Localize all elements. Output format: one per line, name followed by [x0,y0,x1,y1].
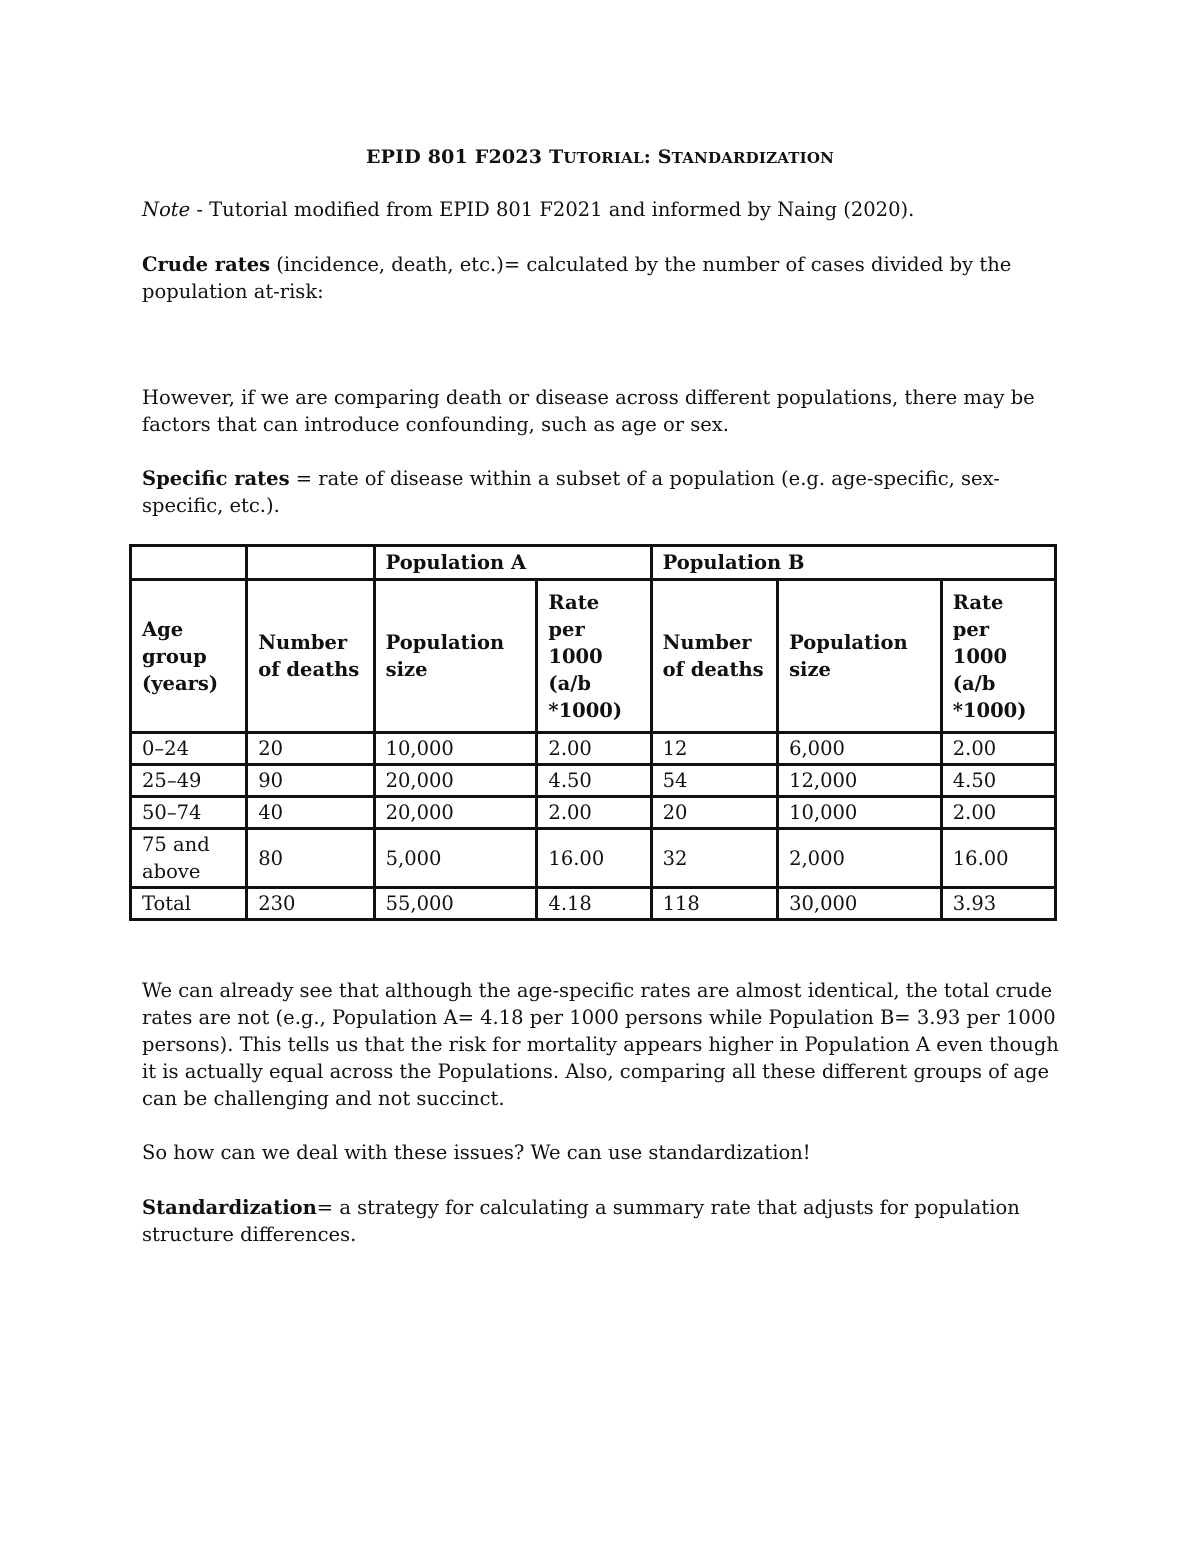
column-header: Rate per 1000 (a/b *1000) [941,580,1055,733]
standardization-text: = a strategy for calculating a summary rate that adjusts for population structure differences. [142,1196,1020,1246]
specific-rates-label: Specific rates [142,467,290,490]
standardization-intro-paragraph: So how can we deal with these issues? We can use standardization! [142,1141,811,1164]
table-cell: 0–24 [131,733,247,765]
table-row [131,733,1056,765]
table-cell: 16.00 [537,829,651,888]
title-part: TANDARDIZATION [671,149,835,167]
table-cell: 4.50 [941,765,1055,797]
title-part: EPID 801 F2023 T [365,146,564,168]
table-cell: 40 [247,797,374,829]
table-cell: 118 [651,888,777,920]
table-cell: 2.00 [537,733,651,765]
table-total-row [131,888,1056,920]
standardization-label: Standardization [142,1196,317,1219]
table-cell: 12,000 [778,765,942,797]
table-cell: 4.50 [537,765,651,797]
crude-rates-label: Crude rates [142,253,271,276]
crude-rates-text: (incidence, death, etc.)= calculated by the number of cases divided by the population at-risk: [142,253,1012,303]
group-header-population-a: Population A [374,546,651,580]
table-cell: 12 [651,733,777,765]
table-cell: 2.00 [941,733,1055,765]
crude-comparison-paragraph: We can already see that although the age-specific rates are almost identical, the total crude rates are not (e.g., Population A= 4.18 per 1000 persons while Population B= 3.93 per 1000 persons). This tells us that the risk for mortality appears higher in Population A even though it is actually equal across the Populations. Also, comparing all these different groups of age can be challenging and not succinct. [142,979,1059,1110]
table-cell: 10,000 [778,797,942,829]
column-header: Number of deaths [247,580,374,733]
table-cell: 20,000 [374,765,537,797]
title-part: UTORIAL [563,149,644,167]
note-paragraph [142,196,1072,223]
note-text: - Tutorial modified from EPID 801 F2021 and informed by Naing (2020). [190,198,915,221]
group-header-cell [247,546,374,580]
table-row [131,765,1056,797]
table-cell: 54 [651,765,777,797]
table-cell: 2.00 [941,797,1055,829]
note-label: Note [142,198,191,221]
table-cell: 80 [247,829,374,888]
table-cell: 3.93 [941,888,1055,920]
column-header: Rate per 1000 (a/b *1000) [537,580,651,733]
title-part: : S [643,146,672,168]
table-cell: 90 [247,765,374,797]
document-title [0,146,1200,168]
table-cell: 2.00 [537,797,651,829]
table-cell: 55,000 [374,888,537,920]
table-cell: 4.18 [537,888,651,920]
confounding-paragraph: However, if we are comparing death or disease across different populations, there may be factors that can introduce confounding, such as age or sex. [142,386,1035,436]
column-header: Population size [374,580,537,733]
table-cell: 20,000 [374,797,537,829]
table-cell: 2,000 [778,829,942,888]
table-cell: 25–49 [131,765,247,797]
table-cell: Total [131,888,247,920]
table-cell: 30,000 [778,888,942,920]
table-column-header-row [131,580,1056,733]
table-cell: 20 [651,797,777,829]
table-group-header-row [131,546,1056,580]
table-cell: 230 [247,888,374,920]
group-header-cell [131,546,247,580]
standardization-paragraph [142,1194,1072,1248]
group-header-population-b: Population B [651,546,1055,580]
table-cell: 32 [651,829,777,888]
table-cell: 16.00 [941,829,1055,888]
table-cell: 50–74 [131,797,247,829]
table-cell: 75 and above [131,829,247,888]
crude-rates-paragraph [142,251,1072,305]
rates-table [129,544,1057,921]
table-cell: 10,000 [374,733,537,765]
table-row [131,797,1056,829]
table-cell: 5,000 [374,829,537,888]
specific-rates-paragraph [142,465,1072,519]
column-header: Number of deaths [651,580,777,733]
column-header: Population size [778,580,942,733]
table-cell: 6,000 [778,733,942,765]
table-row [131,829,1056,888]
column-header: Age group (years) [131,580,247,733]
table-cell: 20 [247,733,374,765]
specific-rates-text: = rate of disease within a subset of a population (e.g. age-specific, sex-specific, etc.). [142,467,1000,517]
